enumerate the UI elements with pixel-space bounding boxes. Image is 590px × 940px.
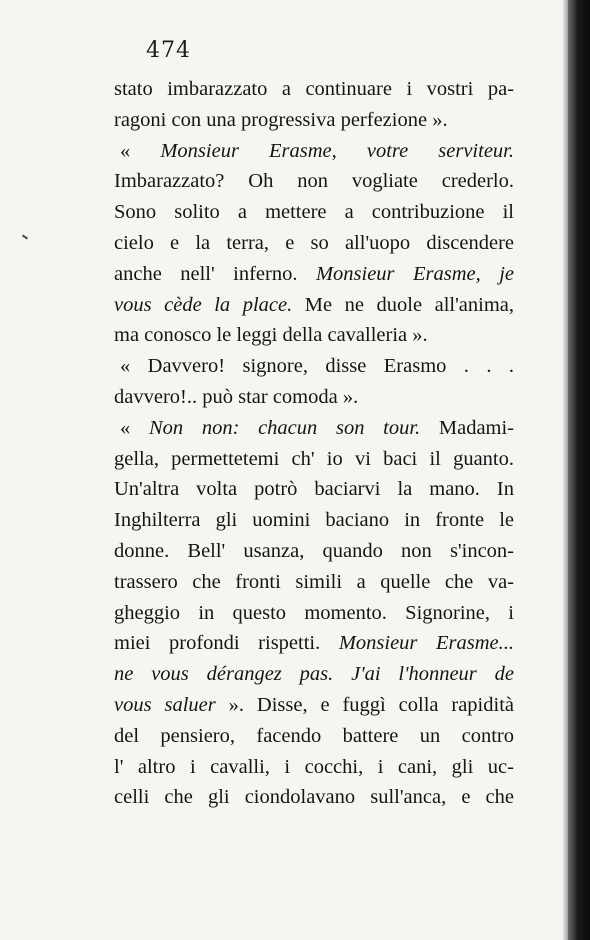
text-line bbox=[114, 690, 514, 721]
text-line bbox=[114, 505, 514, 536]
text-line bbox=[114, 105, 514, 136]
text-line bbox=[114, 413, 514, 444]
text-line bbox=[114, 567, 514, 598]
text-segment: Imbarazzato? Oh non vogliate crederlo. bbox=[114, 170, 514, 193]
text-segment: gella, permettetemi ch' io vi baci il guanto. bbox=[114, 447, 514, 470]
text-segment: ». Disse, e fuggì colla rapidità bbox=[215, 693, 514, 716]
text-segment: ragoni con una progressiva perfezione ». bbox=[114, 108, 448, 131]
text-line bbox=[114, 444, 514, 475]
text-segment: Madami- bbox=[420, 416, 515, 439]
text-segment: trassero che fronti simili a quelle che va- bbox=[114, 570, 514, 593]
text-line bbox=[114, 721, 514, 752]
text-segment: « bbox=[120, 139, 161, 162]
italic-text-segment: vous cède la place. bbox=[114, 293, 293, 316]
text-segment: Inghilterra gli uomini baciano in fronte le bbox=[114, 509, 514, 532]
page-speck bbox=[22, 234, 28, 239]
text-line bbox=[114, 536, 514, 567]
page-number: 474 bbox=[146, 38, 191, 63]
text-line bbox=[114, 136, 514, 167]
text-segment: « Davvero! signore, disse Erasmo . . . bbox=[120, 355, 514, 378]
italic-text-segment: Monsieur Erasme... bbox=[338, 632, 514, 655]
text-segment: celli che gli ciondolavano sull'anca, e che bbox=[114, 786, 514, 809]
text-line bbox=[114, 166, 514, 197]
italic-text-segment: Monsieur Erasme, votre serviteur. bbox=[160, 139, 515, 162]
text-segment: anche nell' inferno. bbox=[114, 262, 316, 285]
text-line bbox=[114, 628, 514, 659]
text-segment: del pensiero, facendo battere un contro bbox=[114, 724, 514, 747]
text-line bbox=[114, 752, 514, 783]
text-segment: « bbox=[120, 416, 149, 439]
text-segment: Sono solito a mettere a contribuzione il bbox=[114, 201, 514, 224]
text-segment: cielo e la terra, e so all'uopo discendere bbox=[114, 231, 514, 254]
text-line bbox=[114, 197, 514, 228]
text-segment: davvero!.. può star comoda ». bbox=[114, 385, 359, 408]
text-line bbox=[114, 351, 514, 382]
page-body-text bbox=[114, 74, 514, 813]
italic-text-segment: vous saluer bbox=[114, 693, 216, 716]
text-segment: miei profondi rispetti. bbox=[114, 632, 339, 655]
text-line bbox=[114, 290, 514, 321]
text-segment: stato imbarazzato a continuare i vostri pa- bbox=[114, 78, 514, 100]
text-line bbox=[114, 782, 514, 813]
text-line bbox=[114, 659, 514, 690]
text-segment: ma conosco le leggi della cavalleria ». bbox=[114, 324, 428, 347]
text-segment: Me ne duole all'anima, bbox=[292, 293, 514, 316]
text-line bbox=[114, 382, 514, 413]
text-segment: gheggio in questo momento. Signorine, i bbox=[114, 601, 514, 624]
book-spine bbox=[568, 0, 590, 940]
text-line bbox=[114, 259, 514, 290]
text-segment: l' altro i cavalli, i cocchi, i cani, gli uc- bbox=[114, 755, 514, 778]
italic-text-segment: Monsieur Erasme, je bbox=[315, 262, 514, 285]
text-line bbox=[114, 74, 514, 105]
text-line bbox=[114, 474, 514, 505]
text-line bbox=[114, 598, 514, 629]
text-line bbox=[114, 320, 514, 351]
italic-text-segment: ne vous dérangez pas. J'ai l'honneur de bbox=[114, 663, 514, 686]
text-segment: Un'altra volta potrò baciarvi la mano. In bbox=[114, 478, 514, 501]
italic-text-segment: Non non: chacun son tour. bbox=[148, 416, 421, 439]
text-segment: donne. Bell' usanza, quando non s'incon- bbox=[114, 539, 514, 562]
text-line bbox=[114, 228, 514, 259]
